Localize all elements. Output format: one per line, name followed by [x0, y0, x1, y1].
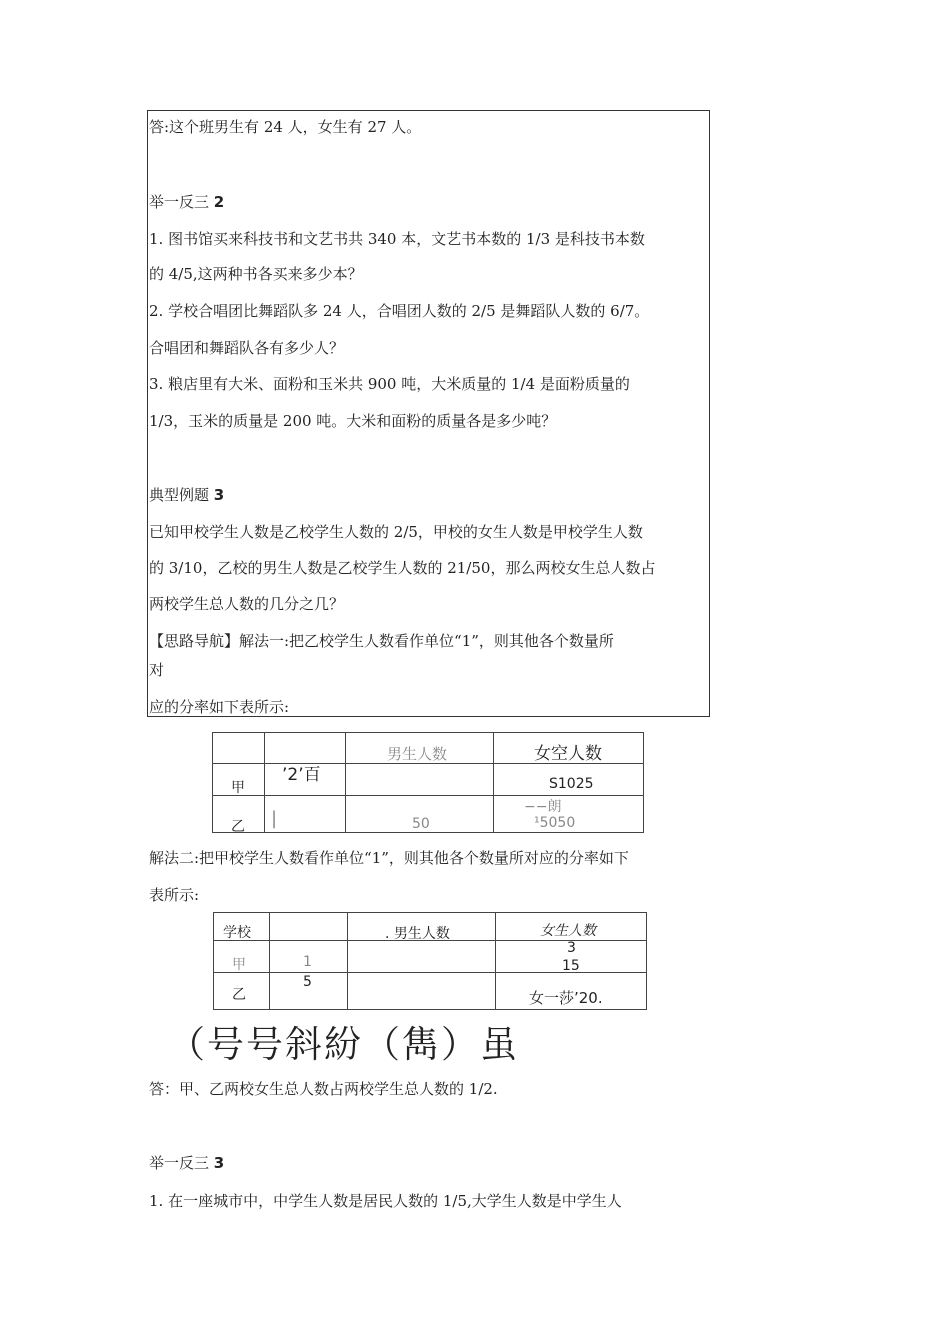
- table1-corner: [213, 733, 265, 764]
- table2-row2-c1: [270, 973, 348, 1010]
- example-line-b: 的 3/10，乙校的男生人数是乙校学生人数的 21/50，那么两校女生总人数占: [149, 559, 656, 577]
- table2-header-school: [214, 913, 270, 941]
- table2-row1-c1: [270, 941, 348, 973]
- table1-row1-c1: [265, 764, 346, 796]
- table2-row1-c3-numerator: 3: [567, 940, 576, 956]
- table2-row2-label-text: 乙: [232, 987, 246, 1003]
- method2-line-a: 解法二:把甲校学生人数看作单位“1”，则其他各个数量所对应的分率如下: [149, 849, 629, 867]
- table2-row2-label: [214, 973, 270, 1010]
- idea-line-a: 【思路导航】解法一:把乙校学生人数看作单位“1”，则其他各个数量所: [149, 632, 614, 650]
- table2-row2-c2: [348, 973, 496, 1010]
- question-3-line-a: 3. 粮店里有大米、面粉和玉米共 900 吨，大米质量的 1/4 是面粉质量的: [149, 375, 630, 393]
- table2-row1-c3: [496, 941, 647, 973]
- table2-header-female-text: 女生人数: [540, 923, 596, 939]
- garbled-formula: （号号斜紛（雋）虽: [168, 1023, 519, 1066]
- table1-header-female: [494, 733, 644, 764]
- table1-row2-c3: [494, 796, 644, 833]
- idea-line-c: 应的分率如下表所示:: [149, 698, 290, 716]
- section-number: 2: [213, 193, 225, 211]
- table1-row2-c3-bottom: ¹5050: [534, 815, 576, 831]
- table2-row1-label-text: 甲: [232, 957, 246, 973]
- question-3-line-b: 1/3，玉米的质量是 200 吨。大米和面粉的质量各是多少吨？: [149, 412, 557, 430]
- table1-row1-c3: [494, 764, 644, 796]
- example-line-c: 两校学生总人数的几分之几？: [149, 595, 345, 613]
- table2-row1-c1-text: 1: [303, 954, 312, 970]
- table2-row2-c3-text: 女一莎’20.: [529, 989, 603, 1007]
- idea-line-b: 对: [149, 661, 165, 679]
- answer-line-1: 答:这个班男生有 24 人，女生有 27 人。: [149, 118, 422, 136]
- table2-row1-label: [214, 941, 270, 973]
- table2-row1-c3-denominator: 15: [562, 958, 580, 974]
- table2-row2-c1-text: 5: [303, 974, 312, 990]
- answer-line-2: 答：甲、乙两校女生总人数占两校学生总人数的 1/2.: [149, 1080, 498, 1098]
- table2-row2-c3: [496, 973, 647, 1010]
- table1-row2-c1-text: |: [271, 808, 278, 829]
- table1-row2-c2-text: 50: [412, 816, 430, 832]
- table1-header-female-text: 女空人数: [534, 744, 602, 764]
- section-title-1: [149, 192, 224, 212]
- table1-row1-label-text: 甲: [231, 780, 245, 796]
- table2-header-female: [496, 913, 647, 941]
- fraction-table-1: [212, 732, 644, 833]
- section2-number: 3: [213, 1154, 225, 1172]
- question-2-line-b: 合唱团和舞蹈队各有多少人？: [149, 339, 345, 357]
- table2-header-school-text: 学校: [223, 925, 251, 941]
- table1-row2-label: [213, 796, 265, 833]
- example-number: 3: [213, 486, 225, 504]
- section-title-text: 举一反三: [149, 193, 214, 211]
- table1-row2-c3-top: −−朗: [524, 799, 562, 815]
- example-line-a: 已知甲校学生人数是乙校学生人数的 2/5，甲校的女生人数是甲校学生人数: [149, 523, 643, 541]
- table1-row2-c2: [346, 796, 494, 833]
- table1-row1-c3-text: S1025: [549, 776, 594, 792]
- table2-row1-c2: [348, 941, 496, 973]
- fraction-table-2: [213, 912, 647, 1010]
- table2-header-male: [348, 913, 496, 941]
- table2-header-male-text: . 男生人数: [385, 926, 450, 942]
- example-title: [149, 485, 224, 505]
- table1-row2-c1: [265, 796, 346, 833]
- table1-row1-label: [213, 764, 265, 796]
- table1-row1-c2: [346, 764, 494, 796]
- question-1-line-b: 的 4/5,这两种书各买来多少本？: [149, 265, 363, 283]
- table1-header-blank: [265, 733, 346, 764]
- method2-line-b: 表所示:: [149, 886, 200, 904]
- example-title-text: 典型例题: [149, 486, 214, 504]
- section2-title-text: 举一反三: [149, 1154, 214, 1172]
- table1-row1-c1-text: ’2’百: [282, 765, 321, 785]
- question-1-line-a: 1. 图书馆买来科技书和文艺书共 340 本，文艺书本数的 1/3 是科技书本数: [149, 230, 645, 248]
- section-title-2: [149, 1153, 224, 1173]
- question-4-line: 1. 在一座城市中，中学生人数是居民人数的 1/5,大学生人数是中学生人: [149, 1192, 622, 1210]
- table2-header-blank: [270, 913, 348, 941]
- table1-header-male: [346, 733, 494, 764]
- question-2-line-a: 2. 学校合唱团比舞蹈队多 24 人，合唱团人数的 2/5 是舞蹈队人数的 6/7。: [149, 302, 650, 320]
- table1-row2-label-text: 乙: [231, 819, 245, 835]
- table1-header-male-text: 男生人数: [387, 745, 448, 763]
